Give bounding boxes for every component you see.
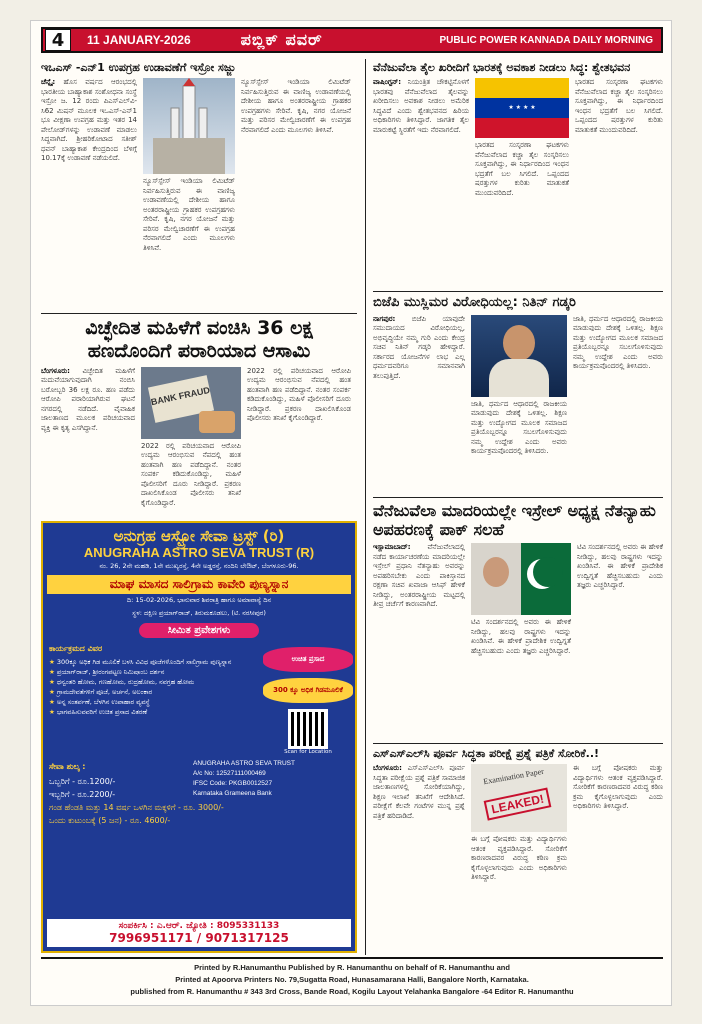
article-isro: ಇಒಎಸ್ -ಎನ್1 ಉಪಗ್ರಹ ಉಡಾವಣೆಗೆ ಇಸ್ರೋ ಸಜ್ಜು ಚೆನ್ನೈ: ಹೊಸ ವರ್ಷದ ಆರಂಭದಲ್ಲಿ ಭಾರತೀಯ ಬಾಹ್ಯಾಕಾಶ ಸಂಶೋಧನಾ ಸಂಸ್ಥೆ ಇಸ್ರೋ ಜ. 12 ರಂದು ಪಿಎಸ್‌ಎಲ್‌ವಿ-ಸಿ62 ಮಿಷನ್ ಮೂಲಕ ಇಒಎಸ್-ಎನ್1 ಭೂ ವೀಕ್ಷಣಾ ಉಪಗ್ರಹ ಮತ್ತು ಇತರ 14 ಪೇಲೋಡ್‌ಗಳನ್ನು ಉಡಾವಣೆ ಮಾಡಲು ಸಿದ್ಧವಾಗಿದೆ. ಶ್ರೀಹರಿಕೋಟಾದ ಸತೀಶ್ ಧವನ್ ಬಾಹ್ಯಾಕಾಶ ಕೇಂದ್ರದಿಂದ ಬೆಳಿಗ್ಗೆ 10.17ಕ್ಕೆ ಉಡಾವಣೆ ನಡೆಯಲಿದೆ. ನ್ಯೂಸ್‌ಸ್ಪೇಸ್ ಇಂಡಿಯಾ ಲಿಮಿಟೆಡ್ ನಿರ್ವಹಿಸುತ್ತಿರುವ ಈ ವಾಣಿಜ್ಯ ಉಡಾವಣೆಯಲ್ಲಿ ದೇಶೀಯ ಹಾಗೂ ಅಂತರರಾಷ್ಟ್ರೀಯ ಗ್ರಾಹಕರ ಉಪಗ್ರಹಗಳು ಸೇರಿವೆ. ಕೃಷಿ, ನಗರ ಯೋಜನೆ ಮತ್ತು ಪರಿಸರ ಮೇಲ್ವಿಚಾರಣೆಗೆ ಈ ಉಪಗ್ರಹ ನೆರವಾಗಲಿದೆ ಎಂದು ಮೂಲಗಳು ತಿಳಿಸಿವೆ. ನ್ಯೂಸ್‌ಸ್ಪೇಸ್ ಇಂಡಿಯಾ ಲಿಮಿಟೆಡ್ ನಿರ್ವಹಿಸುತ್ತಿರುವ ಈ ವಾಣಿಜ್ಯ ಉಡಾವಣೆಯಲ್ಲಿ ದೇಶೀಯ ಹಾಗೂ ಅಂತರರಾಷ್ಟ್ರೀಯ ಗ್ರಾಹಕರ ಉಪಗ್ರಹಗಳು ಸೇರಿವೆ. ಕೃಷಿ, ನಗರ ಯೋಜನೆ ಮತ್ತು ಪರಿಸರ ಮೇಲ್ವಿಚಾರಣೆಗೆ ಈ ಉಪಗ್ರಹ ನೆರವಾಗಲಿದೆ ಎಂದು ಮೂಲಗಳು ತಿಳಿಸಿವೆ.	[41, 61, 357, 309]
article-body: ಚೆನ್ನೈ: ಹೊಸ ವರ್ಷದ ಆರಂಭದಲ್ಲಿ ಭಾರತೀಯ ಬಾಹ್ಯಾಕಾಶ ಸಂಶೋಧನಾ ಸಂಸ್ಥೆ ಇಸ್ರೋ ಜ. 12 ರಂದು ಪಿಎಸ್‌ಎಲ್‌ವಿ-ಸಿ62 ಮಿಷನ್ ಮೂಲಕ ಇಒಎಸ್-ಎನ್1 ಭೂ ವೀಕ್ಷಣಾ ಉಪಗ್ರಹ ಮತ್ತು ಇತರ 14 ಪೇಲೋಡ್‌ಗಳನ್ನು ಉಡಾವಣೆ ಮಾಡಲು ಸಿದ್ಧವಾಗಿದೆ. ಶ್ರೀಹರಿಕೋಟಾದ ಸತೀಶ್ ಧವನ್ ಬಾಹ್ಯಾಕಾಶ ಕೇಂದ್ರದಿಂದ ಬೆಳಿಗ್ಗೆ 10.17ಕ್ಕೆ ಉಡಾವಣೆ ನಡೆಯಲಿದೆ.	[41, 78, 137, 163]
bank-fraud-photo: BANK FRAUD	[141, 367, 241, 439]
article-body: ವಾಷಿಂಗ್ಟನ್: ನಿಯಂತ್ರಿತ ಚೌಕಟ್ಟಿನೊಳಗೆ ಭಾರತವು ವೆನೆಜುವೆಲಾದ ತೈಲವನ್ನು ಖರೀದಿಸಲು ಅವಕಾಶ ನೀಡಲು ಅಮೆರಿಕ ಸಿದ್ಧವಿದೆ ಎಂದು ಶ್ವೇತಭವನದ ಹಿರಿಯ ಅಧಿಕಾರಿಗಳು ತಿಳಿಸಿದ್ದಾರೆ. ಜಾಗತಿಕ ತೈಲ ಮಾರುಕಟ್ಟೆ ಸ್ಥಿರತೆಗೆ ಇದು ನೆರವಾಗಲಿದೆ.	[373, 78, 469, 134]
leaked-stamp: LEAKED!	[484, 788, 552, 821]
ad-bank-details: ANUGRAHA ASTRO SEVA TRUST A/c No: 12527111000469 IFSC Code: PKGB0012527 Karnataka Grameena Bank	[193, 760, 295, 797]
ad-badge-herbs: 300 ಕ್ಕೂ ಅಧಿಕ ಗಿಡಮೂಲಿಕೆ	[263, 678, 353, 703]
ad-limited-badge: ಸೀಮಿತ ಪ್ರವೇಶಗಳು	[139, 623, 259, 638]
headline: ಇಒಎಸ್ -ಎನ್1 ಉಪಗ್ರಹ ಉಡಾವಣೆಗೆ ಇಸ್ರೋ ಸಜ್ಜು	[41, 61, 236, 74]
star-icon: ★	[49, 688, 55, 696]
rocket-icon	[143, 78, 235, 174]
ad-contact: ಸಂಪರ್ಕಿಸಿ : ಎ.ಆರ್. ಜ್ಯೋತಿ : 8095331133 7996951171 / 9071317125	[47, 919, 351, 947]
leaked-exam-photo: Examination Paper LEAKED!	[471, 764, 567, 832]
article-body: ನಾಗಪುರ: ಬಿಜೆಪಿ ಯಾವುದೇ ಸಮುದಾಯದ ವಿರೋಧಿಯಲ್ಲ, ಅಭಿವೃದ್ಧಿಯೇ ನಮ್ಮ ಗುರಿ ಎಂದು ಕೇಂದ್ರ ಸಚಿವ ನಿತಿನ್ ಗಡ್ಕರಿ ಹೇಳಿದ್ದಾರೆ. ಸರ್ಕಾರದ ಯೋಜನೆಗಳ ಲಾಭ ಎಲ್ಲ ಧರ್ಮದವರಿಗೂ ಸಮಾನವಾಗಿ ತಲುಪುತ್ತಿದೆ.	[373, 314, 465, 380]
ad-event-title: ಮಾಘ ಮಾಸದ ಸಾಲಿಗ್ರಾಮ ಕಾವೇರಿ ಪುಣ್ಯಸ್ನಾನ	[47, 575, 351, 594]
headline: ವಿಚ್ಛೇದಿತ ಮಹಿಳೆಗೆ ವಂಚಿಸಿ 36 ಲಕ್ಷ ಹಣದೊಂದಿಗೆ ಪರಾರಿಯಾದ ಆಸಾಮಿ	[85, 317, 313, 362]
netanyahu-pakistan-photo	[471, 543, 571, 615]
star-icon: ★	[49, 678, 55, 686]
article-body: ಇಸ್ಲಾಮಾಬಾದ್: ವೆನೆಜುವೆಲಾದಲ್ಲಿ ನಡೆದ ಕಾರ್ಯಾಚರಣೆಯ ಮಾದರಿಯಲ್ಲೇ ಇಸ್ರೇಲ್ ಪ್ರಧಾನಿ ನೆತನ್ಯಾಹು ಅವರನ್ನು ಅಪಹರಿಸಬೇಕು ಎಂದು ಪಾಕಿಸ್ತಾನದ ರಕ್ಷಣಾ ಸಚಿವ ಖವಾಜಾ ಆಸಿಫ್ ಹೇಳಿಕೆ ನೀಡಿದ್ದು, ಅಂತರರಾಷ್ಟ್ರೀಯ ಮಟ್ಟದಲ್ಲಿ ತೀವ್ರ ಚರ್ಚೆಗೆ ಕಾರಣವಾಗಿದೆ.	[373, 543, 465, 609]
article-body: ಬೆಂಗಳೂರು: ವಿಚ್ಛೇದಿತ ಮಹಿಳೆಗೆ ಮದುವೆಯಾಗುವುದಾಗಿ ನಂಬಿಸಿ ಬರೋಬ್ಬರಿ 36 ಲಕ್ಷ ರೂ. ಹಣ ಪಡೆದು ಆರೋಪಿ ಪರಾರಿಯಾಗಿರುವ ಘಟನೆ ನಗರದಲ್ಲಿ ನಡೆದಿದೆ. ವೈವಾಹಿಕ ಜಾಲತಾಣದ ಮೂಲಕ ಪರಿಚಯವಾದ ವ್ಯಕ್ತಿ ಈ ಕೃತ್ಯ ಎಸಗಿದ್ದಾನೆ.	[41, 366, 135, 432]
ad-fee: ಒಬ್ಬರಿಗೆ - ರೂ.1200/-	[49, 777, 116, 786]
gadkari-photo	[471, 315, 567, 397]
masthead	[41, 27, 663, 53]
star-icon: ★	[49, 698, 55, 706]
headline: ವೆನೆಜುವೆಲಾ ತೈಲ ಖರೀದಿಗೆ ಭಾರತಕ್ಕೆ ಅವಕಾಶ ನೀಡಲು ಸಿದ್ಧ: ಶ್ವೇತಭವನ	[373, 61, 631, 74]
printer-imprint: Printed by R.Hanumanthu Published by R. Hanumanthu on behalf of R. Hanumanthu and Printed at Apoorva Printers No. 79,Sugatta Road, Hunasamarana Halli, Bangalore North, Karnataka. published from R. Hanumanthu # 343 3rd Cross, Bande Road, Kogilu Layout Yelahanka Bangalore -64 Editor R. Hanumanthu	[41, 957, 663, 999]
ad-badge-prasada: ಉಚಿತ ಪ್ರಸಾದ	[263, 647, 353, 672]
headline: ಎಸ್‌ಎಸ್‌ಎಲ್‌ಸಿ ಪೂರ್ವ ಸಿದ್ಧತಾ ಪರೀಕ್ಷೆ ಪ್ರಶ್ನೆ ಪತ್ರಿಕೆ ಸೋರಿಕೆ..!	[373, 747, 600, 760]
star-icon: ★	[49, 708, 55, 716]
astro-trust-ad: ಅನುಗ್ರಹ ಆಸ್ಟ್ರೋ ಸೇವಾ ಟ್ರಸ್ಟ್ (ರಿ) ANUGRAHA ASTRO SEVA TRUST (R) ನಂ. 26, 2ನೇ ಮಹಡಿ, 1ನೇ ಮುಖ್ಯರಸ್ತೆ, 4ನೇ ಅಡ್ಡರಸ್ತೆ, ನಂದಿನಿ ಲೇಔಟ್, ಬೆಂಗಳೂರು-96. ಮಾಘ ಮಾಸದ ಸಾಲಿಗ್ರಾಮ ಕಾವೇರಿ ಪುಣ್ಯಸ್ನಾನ ದಿ: 15-02-2026, ಭಾನುವಾರ ಶಿವರಾತ್ರಿ ಹಾಗೂ ಅಮಾವಾಸ್ಯೆ ದಿನ ಸ್ಥಳ: ದಕ್ಷಿಣ ಪ್ರಯಾಗ್‌ರಾಜ್, ತಿರುಮಕೂಡಲು, (ಟಿ. ನರಸೀಪುರ) ಸೀಮಿತ ಪ್ರವೇಶಗಳು ಕಾರ್ಯಕ್ರಮದ ವಿವರ ★ 300ಕ್ಕೂ ಅಧಿಕ ಗಿಡ ಮೂಲಿಕೆ ಬಳಸಿ ವಿವಿಧ ಪೂಜೆಗಳೊಂದಿಗೆ ಸಾಲಿಗ್ರಾಮ ಪುಣ್ಯಸ್ನಾನ ★ ಪ್ರಯಾಗ್‌ರಾಜ್, ಶ್ರೀರಂಗಪಟ್ಟಣ ನಿಮಿಷಾಂಬ ದರ್ಶನ ★ ಧನ್ವಂತರಿ ಹೋಮ, ಗಣಹೋಮ, ರುದ್ರಹೋಮ, ನವಗ್ರಹ ಹೋಮ ★ ಗ್ರಾಮದೇವತೆಗಳಿಗೆ ಪೂಜೆ, ಅರ್ಚನೆ, ಅಲಂಕಾರ ★ ಅನ್ನ ಸಂತರ್ಪಣೆ, ಬೆಳಗಿನ ಉಪಾಹಾರ ವ್ಯವಸ್ಥೆ ★ ಭಾಗವಹಿಸುವವರಿಗೆ ಉಚಿತ ಪ್ರಸಾದ ವಿತರಣೆ ಉಚಿತ ಪ್ರಸಾದ 300 ಕ್ಕೂ ಅಧಿಕ ಗಿಡಮೂಲಿಕೆ Scan for Location ಸೇವಾ ಶುಲ್ಕ : ಒಬ್ಬರಿಗೆ - ರೂ.1200/- ಇಬ್ಬರಿಗೆ - ರೂ.2200/- ANUGRAHA ASTRO SEVA TRUST A/c No: 12527111000469 IFSC Code: PKGB0012527 Karnataka Grameena Bank ಗಂಡ ಹೆಂಡತಿ ಮತ್ತು 14 ವರ್ಷ ಒಳಗಿನ ಮಕ್ಕಳಿಗೆ - ರೂ. 3000/- ಒಂದು ಕುಟುಂಬಕ್ಕೆ (5 ಜನ) - ರೂ. 4600/- ಸಂಪರ್ಕಿಸಿ : ಎ.ಆರ್. ಜ್ಯೋತಿ : 8095331133 7996951171 / 9071317125	[41, 521, 357, 953]
article-gadkari: ಬಿಜೆಪಿ ಮುಸ್ಲಿಮರ ವಿರೋಧಿಯಲ್ಲ: ನಿತಿನ್ ಗಡ್ಕರಿ ನಾಗಪುರ: ಬಿಜೆಪಿ ಯಾವುದೇ ಸಮುದಾಯದ ವಿರೋಧಿಯಲ್ಲ, ಅಭಿವೃದ್ಧಿಯೇ ನಮ್ಮ ಗುರಿ ಎಂದು ಕೇಂದ್ರ ಸಚಿವ ನಿತಿನ್ ಗಡ್ಕರಿ ಹೇಳಿದ್ದಾರೆ. ಸರ್ಕಾರದ ಯೋಜನೆಗಳ ಲಾಭ ಎಲ್ಲ ಧರ್ಮದವರಿಗೂ ಸಮಾನವಾಗಿ ತಲುಪುತ್ತಿದೆ. ಜಾತಿ, ಧರ್ಮದ ಆಧಾರದಲ್ಲಿ ರಾಜಕೀಯ ಮಾಡುವುದು ದೇಶಕ್ಕೆ ಒಳಿತಲ್ಲ. ಶಿಕ್ಷಣ ಮತ್ತು ಉದ್ಯೋಗದ ಮೂಲಕ ಸಮಾಜದ ಪ್ರತಿಯೊಬ್ಬರನ್ನೂ ಸಬಲಗೊಳಿಸುವುದು ನಮ್ಮ ಉದ್ದೇಶ ಎಂದು ಅವರು ಕಾರ್ಯಕ್ರಮವೊಂದರಲ್ಲಿ ತಿಳಿಸಿದರು. ಜಾತಿ, ಧರ್ಮದ ಆಧಾರದಲ್ಲಿ ರಾಜಕೀಯ ಮಾಡುವುದು ದೇಶಕ್ಕೆ ಒಳಿತಲ್ಲ. ಶಿಕ್ಷಣ ಮತ್ತು ಉದ್ಯೋಗದ ಮೂಲಕ ಸಮಾಜದ ಪ್ರತಿಯೊಬ್ಬರನ್ನೂ ಸಬಲಗೊಳಿಸುವುದು ನಮ್ಮ ಉದ್ದೇಶ ಎಂದು ಅವರು ಕಾರ್ಯಕ್ರಮವೊಂದರಲ್ಲಿ ತಿಳಿಸಿದರು.	[373, 295, 663, 456]
headline: ಬಿಜೆಪಿ ಮುಸ್ಲಿಮರ ವಿರೋಧಿಯಲ್ಲ: ನಿತಿನ್ ಗಡ್ಕರಿ	[373, 295, 576, 310]
masthead-date: 11 JANUARY-2026	[87, 33, 191, 47]
ad-event-place: ಸ್ಥಳ: ದಕ್ಷಿಣ ಪ್ರಯಾಗ್‌ರಾಜ್, ತಿರುಮಕೂಡಲು, (ಟಿ. ನರಸೀಪುರ)	[132, 609, 266, 617]
masthead-title: ಪಬ್ಲಿಕ್ ಪವರ್	[240, 30, 323, 49]
venezuela-flag-photo: ★ ★ ★ ★	[475, 78, 569, 138]
page-number: 4	[45, 29, 71, 51]
article-venezuela-oil: ವೆನೆಜುವೆಲಾ ತೈಲ ಖರೀದಿಗೆ ಭಾರತಕ್ಕೆ ಅವಕಾಶ ನೀಡಲು ಸಿದ್ಧ: ಶ್ವೇತಭವನ ವಾಷಿಂಗ್ಟನ್: ನಿಯಂತ್ರಿತ ಚೌಕಟ್ಟಿನೊಳಗೆ ಭಾರತವು ವೆನೆಜುವೆಲಾದ ತೈಲವನ್ನು ಖರೀದಿಸಲು ಅವಕಾಶ ನೀಡಲು ಅಮೆರಿಕ ಸಿದ್ಧವಿದೆ ಎಂದು ಶ್ವೇತಭವನದ ಹಿರಿಯ ಅಧಿಕಾರಿಗಳು ತಿಳಿಸಿದ್ದಾರೆ. ಜಾಗತಿಕ ತೈಲ ಮಾರುಕಟ್ಟೆ ಸ್ಥಿರತೆಗೆ ಇದು ನೆರವಾಗಲಿದೆ. ★ ★ ★ ★ ಭಾರತದ ಸಂಸ್ಕರಣಾ ಘಟಕಗಳು ವೆನೆಜುವೆಲಾದ ಕಚ್ಚಾ ತೈಲ ಸಂಸ್ಕರಿಸಲು ಸೂಕ್ತವಾಗಿದ್ದು, ಈ ನಿರ್ಧಾರದಿಂದ ಇಂಧನ ಭದ್ರತೆಗೆ ಬಲ ಸಿಗಲಿದೆ. ಒಪ್ಪಂದದ ಷರತ್ತುಗಳ ಕುರಿತು ಮಾತುಕತೆ ಮುಂದುವರಿದಿದೆ. ಭಾರತದ ಸಂಸ್ಕರಣಾ ಘಟಕಗಳು ವೆನೆಜುವೆಲಾದ ಕಚ್ಚಾ ತೈಲ ಸಂಸ್ಕರಿಸಲು ಸೂಕ್ತವಾಗಿದ್ದು, ಈ ನಿರ್ಧಾರದಿಂದ ಇಂಧನ ಭದ್ರತೆಗೆ ಬಲ ಸಿಗಲಿದೆ. ಒಪ್ಪಂದದ ಷರತ್ತುಗಳ ಕುರಿತು ಮಾತುಕತೆ ಮುಂದುವರಿದಿದೆ.	[373, 61, 663, 197]
ad-fee: ಇಬ್ಬರಿಗೆ - ರೂ.2200/-	[49, 790, 116, 799]
star-icon: ★	[49, 658, 55, 666]
masthead-title-english: PUBLIC POWER KANNADA DAILY MORNING	[439, 34, 653, 46]
ad-title-english: ANUGRAHA ASTRO SEVA TRUST (R)	[83, 545, 315, 560]
article-fraud: ವಿಚ್ಛೇದಿತ ಮಹಿಳೆಗೆ ವಂಚಿಸಿ 36 ಲಕ್ಷ ಹಣದೊಂದಿಗೆ ಪರಾರಿಯಾದ ಆಸಾಮಿ ಬೆಂಗಳೂರು: ವಿಚ್ಛೇದಿತ ಮಹಿಳೆಗೆ ಮದುವೆಯಾಗುವುದಾಗಿ ನಂಬಿಸಿ ಬರೋಬ್ಬರಿ 36 ಲಕ್ಷ ರೂ. ಹಣ ಪಡೆದು ಆರೋಪಿ ಪರಾರಿಯಾಗಿರುವ ಘಟನೆ ನಗರದಲ್ಲಿ ನಡೆದಿದೆ. ವೈವಾಹಿಕ ಜಾಲತಾಣದ ಮೂಲಕ ಪರಿಚಯವಾದ ವ್ಯಕ್ತಿ ಈ ಕೃತ್ಯ ಎಸಗಿದ್ದಾನೆ. BANK FRAUD 2022 ರಲ್ಲಿ ಪರಿಚಯವಾದ ಆರೋಪಿ ಉದ್ಯಮ ಆರಂಭಿಸುವ ನೆಪದಲ್ಲಿ ಹಂತ ಹಂತವಾಗಿ ಹಣ ಪಡೆದಿದ್ದಾನೆ. ನಂತರ ಸಂಪರ್ಕ ಕಡಿದುಕೊಂಡಿದ್ದು, ಮಹಿಳೆ ಪೊಲೀಸರಿಗೆ ದೂರು ನೀಡಿದ್ದಾರೆ. ಪ್ರಕರಣ ದಾಖಲಿಸಿಕೊಂಡ ಪೊಲೀಸರು ತನಿಖೆ ಕೈಗೊಂಡಿದ್ದಾರೆ. 2022 ರಲ್ಲಿ ಪರಿಚಯವಾದ ಆರೋಪಿ ಉದ್ಯಮ ಆರಂಭಿಸುವ ನೆಪದಲ್ಲಿ ಹಂತ ಹಂತವಾಗಿ ಹಣ ಪಡೆದಿದ್ದಾನೆ. ನಂತರ ಸಂಪರ್ಕ ಕಡಿದುಕೊಂಡಿದ್ದು, ಮಹಿಳೆ ಪೊಲೀಸರಿಗೆ ದೂರು ನೀಡಿದ್ದಾರೆ. ಪ್ರಕರಣ ದಾಖಲಿಸಿಕೊಂಡ ಪೊಲೀಸರು ತನಿಖೆ ಕೈಗೊಂಡಿದ್ದಾರೆ.	[41, 317, 357, 515]
article-body: ಬೆಂಗಳೂರು: ಎಸ್‌ಎಸ್‌ಎಲ್‌ಸಿ ಪೂರ್ವ ಸಿದ್ಧತಾ ಪರೀಕ್ಷೆಯ ಪ್ರಶ್ನೆ ಪತ್ರಿಕೆ ಸಾಮಾಜಿಕ ಜಾಲತಾಣಗಳಲ್ಲಿ ಸೋರಿಕೆಯಾಗಿದ್ದು, ಶಿಕ್ಷಣ ಇಲಾಖೆ ತನಿಖೆಗೆ ಆದೇಶಿಸಿದೆ. ಪರೀಕ್ಷೆಗೆ ಕೆಲವೇ ಗಂಟೆಗಳ ಮುನ್ನ ಪ್ರಶ್ನೆ ಪತ್ರಿಕೆ ಹರಿದಾಡಿದೆ.	[373, 764, 465, 820]
qr-code-location	[288, 709, 328, 749]
headline: ವೆನೆಜುವೆಲಾ ಮಾದರಿಯಲ್ಲೇ ಇಸ್ರೇಲ್ ಅಧ್ಯಕ್ಷ ನೆತನ್ಯಾಹು ಅಪಹರಣಕ್ಕೆ ಪಾಕ್ ಸಲಹೆ	[373, 501, 656, 540]
newspaper-page	[30, 20, 672, 1006]
rocket-photo	[143, 78, 235, 174]
star-icon: ★	[49, 668, 55, 676]
ad-title: ಅನುಗ್ರಹ ಆಸ್ಟ್ರೋ ಸೇವಾ ಟ್ರಸ್ಟ್ (ರಿ)	[113, 527, 285, 545]
ad-event-date: ದಿ: 15-02-2026, ಭಾನುವಾರ ಶಿವರಾತ್ರಿ ಹಾಗೂ ಅಮಾವಾಸ್ಯೆ ದಿನ	[126, 596, 272, 604]
article-sslc: ಎಸ್‌ಎಸ್‌ಎಲ್‌ಸಿ ಪೂರ್ವ ಸಿದ್ಧತಾ ಪರೀಕ್ಷೆ ಪ್ರಶ್ನೆ ಪತ್ರಿಕೆ ಸೋರಿಕೆ..! ಬೆಂಗಳೂರು: ಎಸ್‌ಎಸ್‌ಎಲ್‌ಸಿ ಪೂರ್ವ ಸಿದ್ಧತಾ ಪರೀಕ್ಷೆಯ ಪ್ರಶ್ನೆ ಪತ್ರಿಕೆ ಸಾಮಾಜಿಕ ಜಾಲತಾಣಗಳಲ್ಲಿ ಸೋರಿಕೆಯಾಗಿದ್ದು, ಶಿಕ್ಷಣ ಇಲಾಖೆ ತನಿಖೆಗೆ ಆದೇಶಿಸಿದೆ. ಪರೀಕ್ಷೆಗೆ ಕೆಲವೇ ಗಂಟೆಗಳ ಮುನ್ನ ಪ್ರಶ್ನೆ ಪತ್ರಿಕೆ ಹರಿದಾಡಿದೆ. Examination Paper LEAKED! ಈ ಬಗ್ಗೆ ಪೋಷಕರು ಮತ್ತು ವಿದ್ಯಾರ್ಥಿಗಳು ಆತಂಕ ವ್ಯಕ್ತಪಡಿಸಿದ್ದಾರೆ. ಸೋರಿಕೆಗೆ ಕಾರಣರಾದವರ ವಿರುದ್ಧ ಕಠಿಣ ಕ್ರಮ ಕೈಗೊಳ್ಳಲಾಗುವುದು ಎಂದು ಅಧಿಕಾರಿಗಳು ತಿಳಿಸಿದ್ದಾರೆ. ಈ ಬಗ್ಗೆ ಪೋಷಕರು ಮತ್ತು ವಿದ್ಯಾರ್ಥಿಗಳು ಆತಂಕ ವ್ಯಕ್ತಪಡಿಸಿದ್ದಾರೆ. ಸೋರಿಕೆಗೆ ಕಾರಣರಾದವರ ವಿರುದ್ಧ ಕಠಿಣ ಕ್ರಮ ಕೈಗೊಳ್ಳಲಾಗುವುದು ಎಂದು ಅಧಿಕಾರಿಗಳು ತಿಳಿಸಿದ್ದಾರೆ.	[373, 747, 663, 882]
article-israel-pak: ವೆನೆಜುವೆಲಾ ಮಾದರಿಯಲ್ಲೇ ಇಸ್ರೇಲ್ ಅಧ್ಯಕ್ಷ ನೆತನ್ಯಾಹು ಅಪಹರಣಕ್ಕೆ ಪಾಕ್ ಸಲಹೆ ಇಸ್ಲಾಮಾಬಾದ್: ವೆನೆಜುವೆಲಾದಲ್ಲಿ ನಡೆದ ಕಾರ್ಯಾಚರಣೆಯ ಮಾದರಿಯಲ್ಲೇ ಇಸ್ರೇಲ್ ಪ್ರಧಾನಿ ನೆತನ್ಯಾಹು ಅವರನ್ನು ಅಪಹರಿಸಬೇಕು ಎಂದು ಪಾಕಿಸ್ತಾನದ ರಕ್ಷಣಾ ಸಚಿವ ಖವಾಜಾ ಆಸಿಫ್ ಹೇಳಿಕೆ ನೀಡಿದ್ದು, ಅಂತರರಾಷ್ಟ್ರೀಯ ಮಟ್ಟದಲ್ಲಿ ತೀವ್ರ ಚರ್ಚೆಗೆ ಕಾರಣವಾಗಿದೆ. ಟಿವಿ ಸಂದರ್ಶನದಲ್ಲಿ ಅವರು ಈ ಹೇಳಿಕೆ ನೀಡಿದ್ದು, ಹಲವು ರಾಷ್ಟ್ರಗಳು ಇದನ್ನು ಖಂಡಿಸಿವೆ. ಈ ಹೇಳಿಕೆ ಪ್ರಾದೇಶಿಕ ಉದ್ವಿಗ್ನತೆ ಹೆಚ್ಚಿಸಬಹುದು ಎಂದು ತಜ್ಞರು ಎಚ್ಚರಿಸಿದ್ದಾರೆ. ಟಿವಿ ಸಂದರ್ಶನದಲ್ಲಿ ಅವರು ಈ ಹೇಳಿಕೆ ನೀಡಿದ್ದು, ಹಲವು ರಾಷ್ಟ್ರಗಳು ಇದನ್ನು ಖಂಡಿಸಿವೆ. ಈ ಹೇಳಿಕೆ ಪ್ರಾದೇಶಿಕ ಉದ್ವಿಗ್ನತೆ ಹೆಚ್ಚಿಸಬಹುದು ಎಂದು ತಜ್ಞರು ಎಚ್ಚರಿಸಿದ್ದಾರೆ.	[373, 501, 663, 655]
ad-program-list: ★ 300ಕ್ಕೂ ಅಧಿಕ ಗಿಡ ಮೂಲಿಕೆ ಬಳಸಿ ವಿವಿಧ ಪೂಜೆಗಳೊಂದಿಗೆ ಸಾಲಿಗ್ರಾಮ ಪುಣ್ಯಸ್ನಾನ ★ ಪ್ರಯಾಗ್‌ರಾಜ್, ಶ್ರೀರಂಗಪಟ್ಟಣ ನಿಮಿಷಾಂಬ ದರ್ಶನ ★ ಧನ್ವಂತರಿ ಹೋಮ, ಗಣಹೋಮ, ರುದ್ರಹೋಮ, ನವಗ್ರಹ ಹೋಮ ★ ಗ್ರಾಮದೇವತೆಗಳಿಗೆ ಪೂಜೆ, ಅರ್ಚನೆ, ಅಲಂಕಾರ ★ ಅನ್ನ ಸಂತರ್ಪಣೆ, ಬೆಳಗಿನ ಉಪಾಹಾರ ವ್ಯವಸ್ಥೆ ★ ಭಾಗವಹಿಸುವವರಿಗೆ ಉಚಿತ ಪ್ರಸಾದ ವಿತರಣೆ	[49, 658, 232, 716]
ad-address: ನಂ. 26, 2ನೇ ಮಹಡಿ, 1ನೇ ಮುಖ್ಯರಸ್ತೆ, 4ನೇ ಅಡ್ಡರಸ್ತೆ, ನಂದಿನಿ ಲೇಔಟ್, ಬೆಂಗಳೂರು-96.	[99, 562, 299, 570]
